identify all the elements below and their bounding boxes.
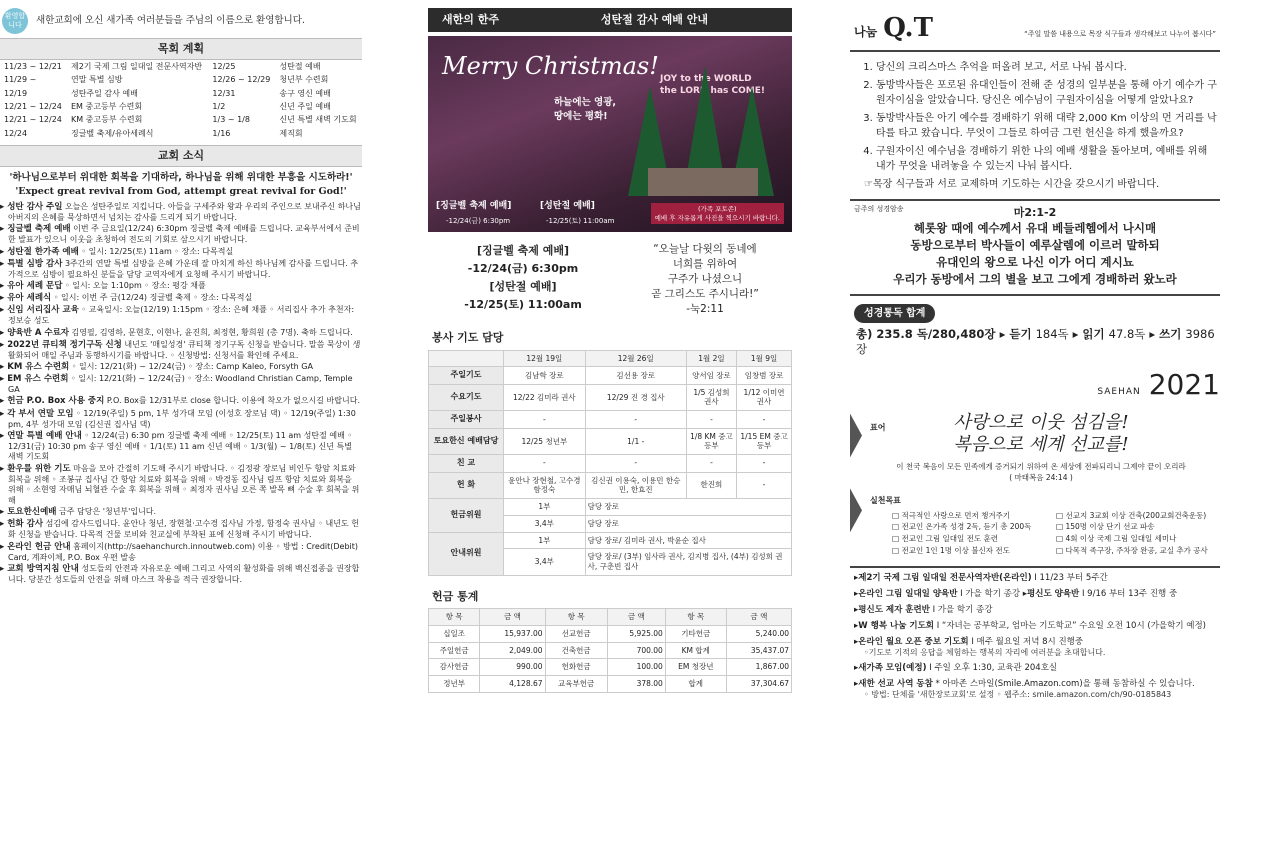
- news-item-title: ▸ 양육반 A 수료자: [0, 327, 69, 338]
- service-row-header: 주일봉사: [429, 411, 504, 428]
- schedule-cell: 12/24: [4, 128, 28, 138]
- service-cell: -: [737, 472, 792, 499]
- schedule-cell: 성탄주일 감사 예배: [70, 88, 138, 98]
- christmas-verse: “오늘날 다윗의 동네에 너희를 위하여 구주가 나셨으니 곧 그리스도 주시니라!” -눅2:11: [651, 243, 759, 316]
- news-item-title: ▸ 헌금 P.O. Box 사용 중지: [0, 396, 105, 407]
- service-cell: 1/5 김성희 권사: [686, 384, 736, 411]
- service-cell: 1/8 KM 중고등부: [686, 428, 736, 455]
- news-item: [0, 293, 362, 304]
- news-item-title: ▸ 연말 특별 예배 안내: [0, 430, 82, 441]
- duty-part: 1부: [504, 499, 586, 516]
- year-label: 2021: [1148, 368, 1220, 402]
- offering-title: 헌금 통계: [432, 589, 479, 603]
- announcement-title: ▸평신도 제자 훈련반: [854, 604, 930, 615]
- schedule-cell: 징글벨 축제/유아세례식: [70, 128, 154, 138]
- news-item: [0, 564, 362, 585]
- offering-head: 항 목: [429, 609, 480, 626]
- service-cell: -: [504, 455, 586, 472]
- service-cell: 김신권 이용숙, 이용민 한승민, 한효진: [585, 472, 686, 499]
- schedule-row: [0, 87, 362, 100]
- service-cell: -: [686, 455, 736, 472]
- offering-item: 십일조: [429, 625, 480, 642]
- news-item-title: ▸ 유아 세례식: [0, 293, 52, 304]
- announcement: [854, 679, 1220, 700]
- duty-people: 담당 장로/ (3부) 임사라 권사, 김지병 집사, (4부) 김성희 권사, 구춘빈 집사: [585, 549, 791, 576]
- offering-amount: 15,937.00: [480, 625, 545, 642]
- news-item: [0, 519, 362, 540]
- vision-verse: 이 천국 복음이 모든 민족에게 증거되기 위하여 온 세상에 전파되리니 그제야 끝이 오리라: [896, 461, 1186, 471]
- offering-head: 항 목: [545, 609, 607, 626]
- photo-label-christmas: [성탄절 예배]: [540, 200, 595, 211]
- news-item: [0, 281, 362, 292]
- news-item-desc: 마음을 모아 간절히 기도해 주시기 바랍니다. ◦ 김정광 장로님 비인두 항암 치료와 회복을 위해 ◦ 조봉규 집사님 간 항암 치료와 회복을 위해 ◦ 박경동 집사님 림프 항암 치료와 회복을 위해 ◦ 소현영 자매님 뇌혈관 수술 후 회복을 위해 ◦ 최정자 권사님 오른 쪽 발목 뼈 수술 후 회복을 위해: [8, 463, 360, 505]
- news-item-desc: ◦ 교육일시: 오늘(12/19) 1:15pm ◦ 장소: 은혜 채플 ◦ 서리집사 추가 추천자: 정보승 성도: [8, 305, 355, 326]
- news-item-title: ▸ 각 부서 연말 모임: [0, 408, 74, 419]
- service-cell: 12/25 청년부: [504, 428, 586, 455]
- announcement-desc: * 아마존 스마일(Smile.Amazon.com)을 통해 동참하실 수 있습니다.: [935, 679, 1195, 690]
- goal-item: □ 4회 이상 국제 그림 일대일 세미나: [1056, 534, 1177, 544]
- slogan-line-2: 복음으로 세계 선교를!: [953, 433, 1129, 455]
- duty-part: 1부: [504, 532, 586, 549]
- announcement-sub: ◦ 방법: 단체를 '새한장로교회'로 설정 ◦ 웹주소: smile.amazon.com/ch/90-0185843: [864, 690, 1172, 700]
- news-item-desc: ◦ 일시: 오늘 1:10pm ◦ 장소: 평강 채플: [64, 280, 206, 290]
- service-cell: -: [737, 411, 792, 428]
- service-row-header: 수요기도: [429, 384, 504, 411]
- offering-amount: 2,049.00: [480, 642, 545, 659]
- schedule-row: [0, 60, 362, 73]
- event-times: [징글벨 축제 예배] -12/24(금) 6:30pm [성탄절 예배] -12/25(토) 11:00am: [464, 244, 582, 312]
- service-cell: 한진희: [686, 472, 736, 499]
- offering-item: EM 청장년: [665, 659, 726, 676]
- schedule-cell: 신년 특별 새벽 기도회: [279, 115, 357, 125]
- offering-item: KM 합계: [665, 642, 726, 659]
- news-item-desc: 금주 담당은 '청년부'입니다.: [59, 507, 157, 517]
- schedule-row: [0, 114, 362, 127]
- news-item-title: ▸ 특별 심방 감사: [0, 258, 63, 269]
- qt-subtitle: “주일 말씀 내용으로 목장 식구들과 생각해보고 나누어 봅시다”: [1024, 30, 1216, 38]
- memory-verse: [850, 199, 1220, 296]
- motto-english: 'Expect great revival from God, attempt great revival for God!': [15, 186, 347, 198]
- schedule-cell: 12/21 ~ 12/24: [4, 115, 62, 125]
- service-cell: -: [686, 411, 736, 428]
- service-date: 12월 19일: [504, 350, 586, 367]
- news-item-desc: 3주간의 연말 특별 심방을 은혜 가운데 잘 마치게 하신 하나님께 감사를 드립니다. 추가적으로 심방이 필요하신 분들을 담당 교역자에게 요청해 주시기 바랍니다.: [8, 258, 359, 279]
- news-item: [0, 340, 362, 361]
- verse-text: 헤롯왕 때에 예수께서 유대 베들레헴에서 나시매 동방으로부터 박사들이 예루살렘에 이르러 말하되 유대인의 왕으로 나신 이가 어디 계시뇨 우리가 동방에서 그의 별을 보고 그에게 경배하러 왔노라: [893, 221, 1177, 287]
- news-item-title: ▸ 온라인 헌금 안내: [0, 541, 71, 552]
- photo-date-jingle: -12/24(금) 6:30pm: [446, 217, 511, 226]
- qt-question: 4. 구원자이신 예수님을 경배하기 위한 나의 예배 생활을 돌아보며, 예배를 위해 내가 무엇을 내려놓을 수 있는지 나눠 봅시다.: [876, 144, 1220, 174]
- schedule-cell: 1/16: [212, 128, 231, 138]
- news-item-desc: 김영필, 김영하, 문현호, 이현나, 윤진희, 최정현, 황희원 (총 7명). 축하 드립니다.: [71, 327, 353, 337]
- christmas-photo: [428, 36, 792, 232]
- column-christmas: [428, 0, 792, 856]
- schedule-cell: 성탄절 예배: [279, 61, 321, 71]
- header-title: 성탄절 감사 예배 안내: [600, 13, 708, 26]
- qt-note: ☞목장 식구들과 서로 교제하며 기도하는 시간을 갖으시기 바랍니다.: [864, 178, 1160, 190]
- schedule-cell: 신년 주일 예배: [279, 101, 331, 111]
- announcement-title: ▸제2기 국제 그림 일대일 전문사역자반(온라인): [854, 572, 1032, 583]
- service-cell: 12/22 김미라 권사: [504, 384, 586, 411]
- offering-head: 금 액: [607, 609, 665, 626]
- column-qt: [850, 0, 1220, 856]
- schedule-cell: 12/21 ~ 12/24: [4, 101, 62, 111]
- goal-item: □ 선교지 3교회 이상 건축(200교회건축운동): [1056, 510, 1207, 520]
- duty-header: 안내위원: [429, 532, 504, 575]
- duty-part: 3,4부: [504, 549, 586, 576]
- schedule-cell: 12/19: [4, 88, 28, 98]
- schedule-row: [0, 127, 362, 140]
- goal-label: 실천목표: [870, 496, 901, 506]
- news-item-title: ▸ KM 유스 수련회: [0, 362, 70, 372]
- welcome-banner: [0, 0, 362, 38]
- news-item-title: ▸ 유아 세례 문답: [0, 280, 63, 291]
- reading-stats: 총) 235.8 독/280,480장 ▸ 듣기 184독 ▸ 읽기 47.8독 ▸ 쓰기 3986장: [856, 327, 1215, 357]
- bench-shape: [648, 168, 758, 196]
- offering-row: [429, 676, 792, 693]
- announcements: [850, 573, 1220, 701]
- service-cell: 1/1 -: [585, 428, 686, 455]
- schedule-cell: 11/23 ~ 12/21: [4, 61, 62, 71]
- offering-amount: 700.00: [607, 642, 665, 659]
- news-item-title: ▸ 교회 방역지침 안내: [0, 563, 79, 574]
- service-row: [429, 411, 792, 428]
- divider: [850, 566, 1220, 568]
- announcement-desc: I 매주 월요일 저녁 8시 진행중: [971, 636, 1084, 647]
- service-row: [429, 472, 792, 499]
- service-date: 1월 9일: [737, 350, 792, 367]
- offering-item: 헌화헌금: [545, 659, 607, 676]
- schedule-cell: 1/2: [212, 101, 226, 111]
- vision-ref: ( 마태복음 24:14 ): [1009, 472, 1073, 482]
- service-title: 봉사 기도 담당: [432, 331, 504, 345]
- news-item-desc: ◦ 12/19(주일) 5 pm, 1부 성가대 모임 (이성호 장로님 댁) ◦ 12/19(주일) 1:30 pm, 4부 성가대 모임 (김신권 집사님 댁): [8, 408, 356, 429]
- offering-item: 합계: [665, 676, 726, 693]
- offering-head: 항 목: [665, 609, 726, 626]
- goal-item: □ 전교인 그림 일대일 전도 훈련: [892, 534, 998, 544]
- offering-amount: 4,128.67: [480, 676, 545, 693]
- schedule-cell: 12/31: [212, 88, 236, 98]
- schedule-row: [0, 100, 362, 113]
- announcement: [854, 621, 1220, 632]
- news-item-desc: ◦ 일시: 12/21(화) ~ 12/24(금) ◦ 장소: Woodland Christian Camp, Temple GA: [8, 374, 353, 395]
- news-item-title: ▸ 신임 서리집사 교육: [0, 305, 79, 316]
- service-row: [429, 367, 792, 384]
- offering-item: 건축헌금: [545, 642, 607, 659]
- news-item-title: ▸ EM 유스 수련회: [0, 374, 69, 385]
- goal-list: [862, 511, 1220, 556]
- schedule-cell: KM 중고등부 수련회: [70, 115, 143, 125]
- offering-row: [429, 642, 792, 659]
- verse-label: 금주의 성경암송: [854, 204, 904, 213]
- schedule-cell: 제직회: [279, 128, 303, 138]
- news-item: [0, 374, 362, 395]
- news-item: [0, 247, 362, 258]
- news-item-title: ▸ 환우를 위한 기도: [0, 463, 71, 474]
- qt-label: 나눔: [854, 25, 878, 39]
- vision-label: 표어: [870, 423, 886, 433]
- service-row-header: 토요한신 예배담당: [429, 428, 504, 455]
- slogan-line-1: 사랑으로 이웃 섬김을!: [953, 411, 1129, 433]
- announcement: [854, 589, 1220, 600]
- announcement-title: ▸온라인 그림 일대일 양육반: [854, 588, 958, 599]
- news-item: [0, 464, 362, 506]
- section-header: [428, 8, 792, 32]
- news-item: [0, 305, 362, 326]
- news-item-desc: ◦ 일시: 12/25(토) 11am ◦ 장소: 다목적실: [81, 246, 234, 256]
- offering-amount: 990.00: [480, 659, 545, 676]
- offering-item: 선교헌금: [545, 625, 607, 642]
- service-cell: 12/29 진 경 집사: [585, 384, 686, 411]
- news-item: [0, 362, 362, 373]
- service-row: [429, 455, 792, 472]
- offering-amount: 100.00: [607, 659, 665, 676]
- announcement: [854, 637, 1220, 658]
- duty-part: 3,4부: [504, 515, 586, 532]
- qt-title: Q.T: [883, 13, 933, 43]
- offering-head: 금 액: [480, 609, 545, 626]
- news-item-desc: ◦ 일시: 12/21(화) ~ 12/24(금) ◦ 장소: Camp Kaleo, Forsyth GA: [71, 362, 313, 371]
- schedule-cell: 제2기 국제 그림 일대일 전문사역자반: [70, 61, 203, 71]
- service-cell: -: [504, 411, 586, 428]
- announcement-title: ▸온라인 월요 오픈 중보 기도회: [854, 636, 969, 647]
- photo-zone-caption: (가족 포토존) 예배 후 자유롭게 사진을 찍으시기 바랍니다.: [651, 203, 784, 224]
- news-item-desc: 이번 주 금요일(12/24) 6:30pm 징글벨 축제 예배를 드립니다. 교육부서에서 준비한 발표가 있으니 이웃을 초청하여 전도의 기회로 삼으시기 바랍니다.: [8, 224, 360, 245]
- goal-item: □ 전교인 온가족 성경 2독, 듣기 총 200독: [892, 522, 1032, 532]
- news-item: [0, 396, 362, 407]
- service-date: 12월 26일: [585, 350, 686, 367]
- schedule-title: 목회 계획: [0, 38, 362, 60]
- schedule-cell: 1/3 ~ 1/8: [212, 115, 250, 125]
- service-row-header: 친 교: [429, 455, 504, 472]
- news-item: [0, 202, 362, 223]
- news-item: [0, 259, 362, 280]
- announcement-title: ▸새가족 모임(예정): [854, 663, 927, 674]
- offering-row: [429, 659, 792, 676]
- schedule-table: [0, 60, 362, 140]
- photo-label-jingle: [징글벨 축제 예배]: [436, 200, 512, 211]
- schedule-cell: 청년부 수련회: [279, 75, 329, 85]
- offering-row: [429, 625, 792, 642]
- service-cell: -: [737, 455, 792, 472]
- announcement-title: ▸평신도 양육반: [1022, 588, 1080, 599]
- news-item-desc: P.O. Box를 12/31부로 close 합니다. 이용에 착오가 없으시길 바랍니다.: [106, 396, 360, 406]
- merry-christmas-text: Merry Christmas!: [442, 52, 659, 81]
- announcement: [854, 663, 1220, 674]
- vision-block: [850, 405, 1220, 482]
- service-cell: 1/12 이미연 권사: [737, 384, 792, 411]
- offering-amount: 378.00: [607, 676, 665, 693]
- service-cell: 김남학 장로: [504, 367, 586, 384]
- announcement: [854, 605, 1220, 616]
- offering-table: [428, 608, 792, 693]
- schedule-row: [0, 74, 362, 87]
- service-row-header: 헌 화: [429, 472, 504, 499]
- news-item-desc: 홈페이지(http://saehanchurch.innoutweb.com) 이용 ◦ 방법 : Credit(Debit) Card, 계좌이체, P.O. Box 우편 발송: [8, 541, 359, 562]
- news-item-desc: 내년도 '매일성경' 큐티책 정기구독 신청을 받습니다. 말씀 묵상이 생활화되어 매일 주님과 동행하시기를 바랍니다. ◦ 신청방법: 신청서를 확인해 주세요.: [8, 339, 361, 360]
- schedule-cell: 11/29 ~: [4, 75, 37, 85]
- goal-item: □ 150명 이상 단기 선교 파송: [1056, 522, 1155, 532]
- welcome-text: 새한교회에 오신 새가족 여러분들을 주님의 이름으로 환영합니다.: [36, 14, 305, 26]
- header-left: 새한의 한주: [442, 13, 499, 26]
- duty-people: 담당 장로: [585, 499, 791, 516]
- column-church-news: [0, 0, 362, 856]
- goal-item: □ 전교인 1인 1명 이상 불신자 전도: [892, 545, 1010, 555]
- offering-amount: 5,240.00: [726, 625, 791, 642]
- news-item-desc: 섬김에 감사드립니다. 윤안나 청년, 장현철·고수경 집사님 가정, 함정숙 권사님 ◦ 내년도 헌화 신청을 받습니다. 다목적 건물 로비와 친교실에 부착된 표에 신청해 주시기 바랍니다.: [8, 519, 359, 540]
- news-item-title: ▸ 헌화 감사: [0, 519, 44, 530]
- duty-header: 헌금위원: [429, 499, 504, 533]
- duty-people: 담당 장로/ 김미라 권사, 박윤순 집사: [585, 532, 791, 549]
- announcement-title: ▸W 행복 나눔 기도회: [854, 620, 934, 631]
- news-item: [0, 431, 362, 463]
- schedule-cell: 연말 특별 심방: [70, 75, 123, 85]
- announcement: [854, 573, 1220, 584]
- news-item: [0, 224, 362, 245]
- news-item-desc: ◦ 일시: 이번 주 금(12/24) 징글벨 축제 ◦ 장소: 다목적실: [53, 293, 253, 303]
- offering-head: 금 액: [726, 609, 791, 626]
- schedule-cell: EM 중고등부 수련회: [70, 101, 143, 111]
- service-table: [428, 350, 792, 576]
- service-date: 1월 2일: [686, 350, 736, 367]
- schedule-cell: 12/25: [212, 61, 236, 71]
- goal-item: □ 적극적인 사랑으로 먼저 챙겨주기: [892, 510, 1011, 520]
- news-item-title: ▸ 징글벨 축제 예배: [0, 224, 71, 235]
- news-item: [0, 542, 362, 563]
- news-item-desc: 오늘은 성탄주일로 지킵니다. 아들을 구세주와 왕과 우리의 주인으로 보내주신 하나님 아버지의 은혜를 묵상하면서 넘치는 감사를 드리게 되기 바랍니다.: [8, 201, 361, 222]
- service-row-header: 주일기도: [429, 367, 504, 384]
- announcement-desc: I 가을 학기 종강: [932, 604, 993, 615]
- duty-people: 담당 장로: [585, 515, 791, 532]
- qt-question: 1. 당신의 크리스마스 추억을 떠올려 보고, 서로 나눠 봅시다.: [876, 60, 1220, 75]
- announcement-desc: I “자녀는 공부학교, 엄마는 기도학교” 수요일 오전 10시 (가을학기 예정): [936, 620, 1206, 631]
- offering-item: 주일헌금: [429, 642, 480, 659]
- saehan-label: SAEHAN: [1097, 387, 1141, 398]
- offering-amount: 5,925.00: [607, 625, 665, 642]
- motto-korean: '하나님으로부터 위대한 회복을 기대하라, 하나님을 위해 위대한 부흥을 시도하라!': [9, 171, 353, 183]
- offering-amount: 1,867.00: [726, 659, 791, 676]
- offering-item: 감사헌금: [429, 659, 480, 676]
- verse-ref: 마2:1-2: [1013, 205, 1057, 219]
- news-item-title: ▸ 성탄 감사 주일: [0, 201, 63, 212]
- qt-question: 2. 동방박사들은 포로된 유대인들이 전해 준 성경의 일부분을 통해 아기 예수가 구원자이심을 알았습니다. 당신은 예수님이 구원자이심을 어떻게 알았나요?: [876, 78, 1220, 108]
- schedule-cell: 송구 영신 예배: [279, 88, 331, 98]
- service-row: [429, 384, 792, 411]
- news-item: [0, 328, 362, 339]
- service-row: [429, 428, 792, 455]
- offering-item: 교육부헌금: [545, 676, 607, 693]
- offering-amount: 35,437.07: [726, 642, 791, 659]
- service-cell: 윤안나 장현철, 고수경 함정숙: [504, 472, 586, 499]
- offering-item: 기타헌금: [665, 625, 726, 642]
- photo-motto: 하늘에는 영광, 땅에는 평화!: [554, 97, 616, 123]
- welcome-badge: 환영합니다: [2, 8, 28, 34]
- goal-item: □ 다목적 족구장, 주차장 완공, 교실 추가 공사: [1056, 545, 1208, 555]
- qt-question: 3. 동방박사들은 아기 예수를 경배하기 위해 대략 2,000 Km 이상의 먼 거리를 낙타를 타고 왔습니다. 무엇이 그들로 하여금 그런 헌신을 하게 했을까요?: [876, 111, 1220, 141]
- news-item: [0, 507, 362, 518]
- reading-pill: 성경통독 합계: [854, 304, 935, 323]
- service-cell: -: [585, 455, 686, 472]
- offering-item: 정년부: [429, 676, 480, 693]
- announcement-sub: ◦기도로 기적의 응답을 체험하는 행복의 자리에 여러분을 초대합니다.: [864, 647, 1106, 657]
- announcement-desc: I 가을 학기 종강: [960, 588, 1021, 599]
- announcement-desc: I 11/23 부터 5주간: [1034, 572, 1108, 583]
- news-title: 교회 소식: [0, 145, 362, 167]
- event-info: [428, 242, 792, 317]
- announcement-title: ▸새한 선교 사역 동참: [854, 679, 933, 690]
- duty-row: [429, 532, 792, 549]
- photo-date-christmas: -12/25(토) 11:00am: [546, 217, 615, 226]
- duty-row: [429, 499, 792, 516]
- news-item-title: ▸ 성탄절 한가족 예배: [0, 246, 79, 257]
- offering-amount: 37,304.67: [726, 676, 791, 693]
- service-cell: 임창범 장로: [737, 367, 792, 384]
- qt-questions: [860, 60, 1220, 174]
- news-item-title: ▸ 토요한신예배: [0, 507, 57, 518]
- service-cell: -: [585, 411, 686, 428]
- news-item: [0, 409, 362, 430]
- announcement-desc: I 9/16 부터 13주 진행 중: [1081, 588, 1178, 599]
- announcement-desc: I 주일 오후 1:30, 교육관 204호실: [929, 663, 1058, 674]
- goals-block: [850, 484, 1220, 555]
- service-cell: 김선용 장로: [585, 367, 686, 384]
- year-banner: [850, 367, 1220, 403]
- arrow-icon: [850, 413, 862, 457]
- news-item-title: ▸ 2022년 큐티책 정기구독 신청: [0, 339, 122, 350]
- news-list: [0, 202, 362, 586]
- qt-header: [850, 4, 1220, 52]
- arrow-icon: [850, 488, 862, 532]
- joy-banner: JOY to the WORLD the LORD has COME!: [660, 74, 765, 96]
- schedule-cell: 12/26 ~ 12/29: [212, 75, 271, 85]
- service-cell: 1/15 EM 중고등부: [737, 428, 792, 455]
- news-item-desc: ◦ 12/24(금) 6:30 pm 징글벨 축제 예배 ◦ 12/25(토) 11 am 성탄절 예배 ◦ 12/31(금) 10:30 pm 송구 영신 예배 ◦ 1/1(토) 11 am 신년 예배 ◦ 1/3(월) ~ 1/8(토) 신년 특별 새벽 기도회: [8, 430, 353, 462]
- service-cell: 양서임 장로: [686, 367, 736, 384]
- news-item-desc: 성도들의 안전과 자유로운 예배 그리고 사역의 활성화를 위해 백신접종을 권장합니다. 당분간 성도들의 안전을 위해 마스크 착용을 적극 권장합니다.: [8, 563, 360, 584]
